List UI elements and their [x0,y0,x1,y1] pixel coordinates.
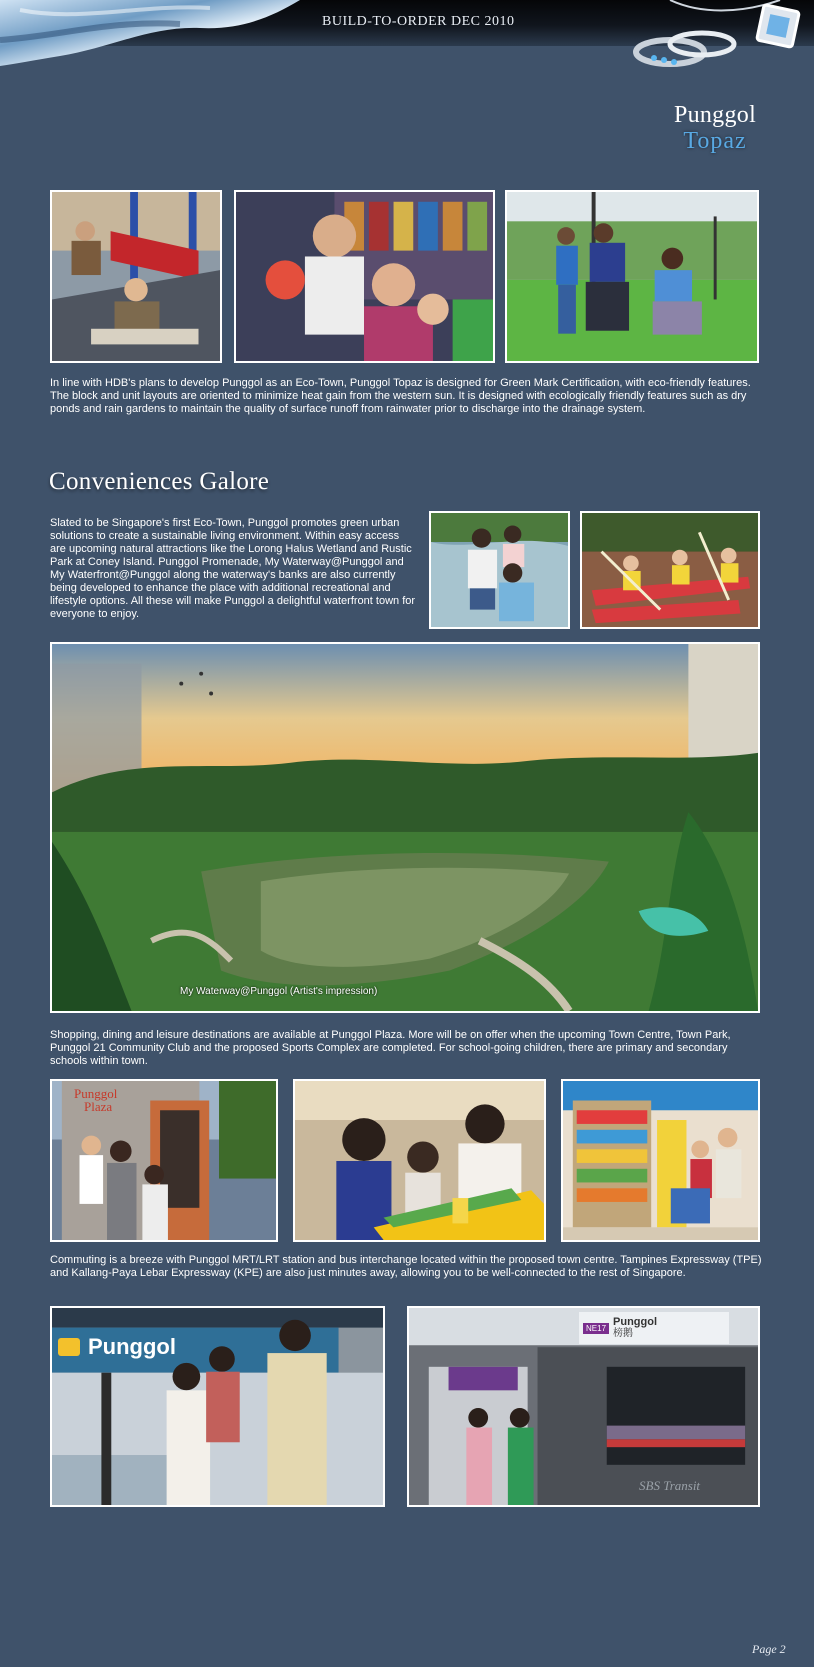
shopping-paragraph: Shopping, dining and leisure destinations are available at Punggol Plaza. More will be on offer when the upcoming Town Centre, Town Park, Punggol 21 Community Club and the proposed Sports Complex are completed. For school-going children, there are primary and secondary schools within town. [50,1029,731,1067]
plaza-sign-line-2: Plaza [84,1099,113,1114]
intro-paragraph: In line with HDB's plans to develop Punggol as an Eco-Town, Punggol Topaz is designed for Green Mark Certification, with eco-friendly features. The block and unit layouts are oriented to minimize heat gain from the western sun. It is designed with ecologically friendly features such as dry ponds and rain gardens to maintain the quality of surface runoff from rainwater prior to discharge into the drainage system. [50,377,751,415]
waterway-caption: My Waterway@Punggol (Artist's impression) [180,986,378,997]
logo-line-1: Punggol [673,102,757,128]
train-sign-chinese: 榜鹅 [613,1328,634,1339]
photo-family-dining [293,1079,546,1242]
logo-line-2: Topaz [683,128,747,154]
commuting-paragraph: Commuting is a breeze with Punggol MRT/LRT station and bus interchange located within the proposed town centre. Tampines Expressway (TPE) and Kallang-Paya Lebar Expressway (KPE) are also just minutes away, allowing you to be well-connected to the rest of Singapore. [50,1254,762,1279]
train-sign-code: NE17 [583,1323,609,1334]
photo-family-by-water [429,511,570,629]
photo-toy-store-family [234,190,495,363]
section-title-conveniences: Conveniences Galore [49,468,270,495]
station-sign-text: Punggol [88,1334,176,1359]
punggol-topaz-logo [660,102,770,154]
photo-punggol-plaza [50,1079,278,1242]
train-sign [579,1312,729,1344]
station-logo-icon [58,1338,80,1356]
photo-playground-slide [50,190,222,363]
plaza-sign [74,1087,117,1113]
photo-family-park-lawn [505,190,759,363]
train-sign-names [613,1317,657,1339]
rings-pendant-decoration [630,0,814,80]
photo-toy-shop [561,1079,760,1242]
photo-punggol-station-family [50,1306,385,1507]
header-title: BUILD-TO-ORDER DEC 2010 [322,14,515,29]
station-sign [58,1328,176,1366]
photo-kayaking [580,511,760,629]
conveniences-paragraph: Slated to be Singapore's first Eco-Town, Punggol promotes green urban solutions to create a sustainable living environment. Within easy access are upcoming natural attractions like the Lorong Halus Wetland and Rustic Park at Coney Island. Punggol Promenade, My Waterway@Punggol and My Waterfront@Punggol along the waterway's banks are also currently being developed to enhance the place with additional recreational and lifestyle options. All these will make Punggol a delightful waterfront town for everyone to enjoy. [50,517,416,620]
train-sign-name: Punggol [613,1316,658,1328]
silk-ribbon-decoration [0,0,300,70]
photo-mrt-platform [407,1306,760,1507]
train-door-text: SBS Transit [639,1478,701,1493]
page-number: Page 2 [752,1642,786,1656]
photo-waterway-artists-impression [50,642,760,1013]
plaza-sign-line-1: Punggol [74,1086,118,1101]
